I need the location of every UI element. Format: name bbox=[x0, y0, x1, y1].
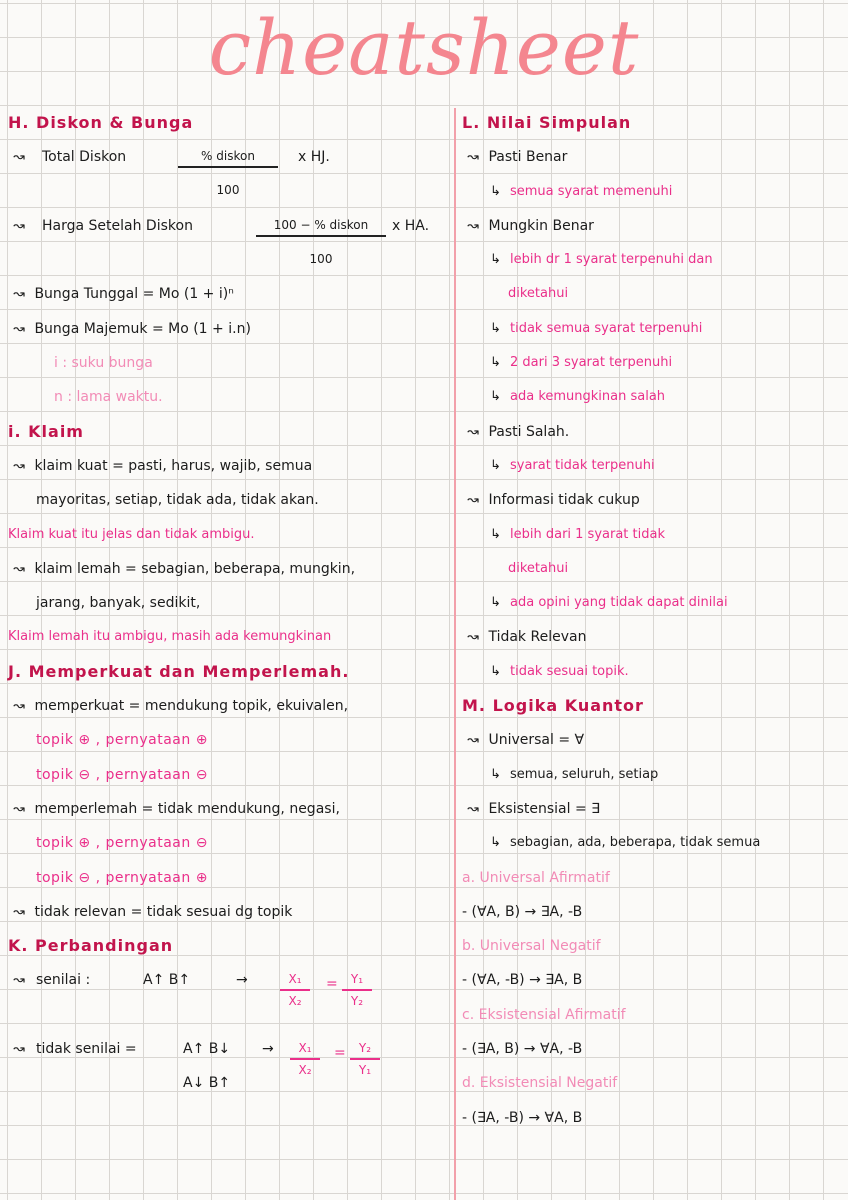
list-item: ↳ tidak semua syarat terpenuhi bbox=[462, 312, 846, 346]
numerator: 100 − % diskon bbox=[273, 217, 369, 232]
numerator: X₁ bbox=[298, 1041, 312, 1056]
section-h-title: H. Diskon & Bunga bbox=[8, 113, 194, 132]
klaim-kuat-cont: mayoritas, setiap, tidak ada, tidak akan. bbox=[36, 492, 319, 509]
sub-arrow-icon: ↳ bbox=[490, 766, 501, 782]
fraction bbox=[342, 971, 372, 1009]
bunga-majemuk: Bunga Majemuk = Mo (1 + i.n) bbox=[34, 320, 251, 337]
senilai-arrows: A↑ B↑ bbox=[143, 972, 191, 989]
fraction bbox=[178, 148, 278, 198]
memperkuat-case-1: topik ⊕ , pernyataan ⊕ bbox=[36, 732, 208, 749]
sub-arrow-icon: ↳ bbox=[490, 355, 501, 371]
bullet-icon: ↝ bbox=[467, 149, 479, 166]
bullet-icon: ↝ bbox=[13, 800, 25, 817]
list-item bbox=[462, 415, 846, 449]
note-i: i : suku bunga bbox=[54, 355, 153, 372]
list-item bbox=[8, 689, 450, 723]
sub-arrow-icon: ↳ bbox=[490, 183, 501, 199]
fraction-bar bbox=[350, 1058, 380, 1060]
subheading-c: c. Eksistensial Afirmatif bbox=[462, 1006, 626, 1023]
list-item: ↳ lebih dr 1 syarat terpenuhi dan bbox=[462, 243, 846, 277]
implies-arrow: → bbox=[262, 1041, 274, 1058]
list-item: ↳ syarat tidak terpenuhi bbox=[462, 449, 846, 483]
senilai-formula bbox=[8, 963, 450, 1032]
bullet-icon: ↝ bbox=[13, 149, 25, 166]
tidak-relevan: Tidak Relevan bbox=[488, 629, 587, 646]
memperkuat-case-2: topik ⊖ , pernyataan ⊖ bbox=[36, 766, 208, 783]
bullet-icon: ↝ bbox=[13, 457, 25, 474]
list-item: ↳ ada opini yang tidak dapat dinilai bbox=[462, 586, 846, 620]
list-item bbox=[8, 312, 450, 346]
right-column bbox=[462, 106, 846, 1135]
column-divider bbox=[454, 108, 456, 1200]
denominator: Y₁ bbox=[358, 1063, 372, 1078]
list-item bbox=[462, 723, 846, 757]
fraction bbox=[290, 1040, 320, 1078]
list-item: ↳ lebih dari 1 syarat tidak bbox=[462, 518, 846, 552]
list-item: ↳ ada kemungkinan salah bbox=[462, 380, 846, 414]
fraction-bar bbox=[280, 989, 310, 991]
list-item: ↳ sebagian, ada, beberapa, tidak semua bbox=[462, 826, 846, 860]
section-m-title: M. Logika Kuantor bbox=[462, 696, 644, 716]
numerator: % diskon bbox=[201, 149, 255, 164]
section-k-title: K. Perbandingan bbox=[8, 936, 174, 956]
klaim-kuat-note: Klaim kuat itu jelas dan tidak ambigu. bbox=[8, 526, 255, 542]
bullet-icon: ↝ bbox=[467, 217, 479, 234]
list-item bbox=[462, 620, 846, 654]
tidak-senilai-arrows: A↑ B↓ bbox=[183, 1041, 231, 1058]
mungkin-benar: Mungkin Benar bbox=[488, 217, 594, 234]
klaim-lemah-cont: jarang, banyak, sedikit, bbox=[36, 595, 201, 612]
denominator: 100 bbox=[309, 251, 333, 266]
list-item bbox=[462, 140, 846, 174]
bullet-icon: ↝ bbox=[467, 423, 479, 440]
fraction bbox=[350, 1040, 380, 1078]
bullet-icon: ↝ bbox=[467, 492, 479, 509]
pasti-salah: Pasti Salah. bbox=[488, 423, 570, 440]
negation-a: - (∀A, B) → ∃A, -B bbox=[462, 903, 583, 920]
denominator: 100 bbox=[216, 183, 240, 198]
sub-arrow-icon: ↳ bbox=[490, 389, 501, 405]
page-title: cheatsheet bbox=[208, 3, 640, 92]
numerator: X₁ bbox=[288, 972, 302, 987]
memperlemah-case-2: topik ⊖ , pernyataan ⊕ bbox=[36, 869, 208, 886]
memperkuat: memperkuat = mendukung topik, ekuivalen, bbox=[34, 698, 349, 715]
list-item bbox=[8, 449, 450, 483]
equals-sign: = bbox=[334, 1045, 346, 1062]
total-diskon-formula bbox=[8, 140, 450, 209]
sub-arrow-icon: ↳ bbox=[490, 320, 501, 336]
tidak-relevan: tidak relevan = tidak sesuai dg topik bbox=[34, 903, 293, 920]
equals-sign: = bbox=[326, 976, 338, 993]
tidak-senilai-arrows-b: A↓ B↑ bbox=[183, 1075, 231, 1092]
negation-b: - (∀A, -B) → ∃A, B bbox=[462, 972, 583, 989]
sub-arrow-icon: ↳ bbox=[490, 663, 501, 679]
memperlemah: memperlemah = tidak mendukung, negasi, bbox=[34, 800, 340, 817]
bullet-icon: ↝ bbox=[467, 629, 479, 646]
informasi-tidak-cukup: Informasi tidak cukup bbox=[488, 492, 640, 509]
list-item-cont: diketahui bbox=[508, 560, 569, 576]
bullet-icon: ↝ bbox=[13, 286, 25, 303]
klaim-kuat: klaim kuat = pasti, harus, wajib, semua bbox=[34, 457, 313, 474]
left-column bbox=[8, 106, 450, 1101]
fraction bbox=[256, 217, 386, 267]
sub-arrow-icon: ↳ bbox=[490, 835, 501, 851]
list-item bbox=[462, 209, 846, 243]
subheading-a: a. Universal Afirmatif bbox=[462, 869, 610, 886]
formula-label: Total Diskon bbox=[42, 149, 127, 166]
list-item bbox=[462, 792, 846, 826]
senilai-label: senilai : bbox=[36, 972, 91, 989]
numerator: Y₁ bbox=[350, 972, 364, 987]
sub-arrow-icon: ↳ bbox=[490, 252, 501, 268]
list-item: ↳ semua, seluruh, setiap bbox=[462, 758, 846, 792]
formula-label: Harga Setelah Diskon bbox=[42, 217, 193, 234]
list-item bbox=[462, 483, 846, 517]
tidak-senilai-label: tidak senilai = bbox=[36, 1041, 137, 1058]
sub-arrow-icon: ↳ bbox=[490, 526, 501, 542]
list-item bbox=[8, 792, 450, 826]
memperlemah-case-1: topik ⊕ , pernyataan ⊖ bbox=[36, 835, 208, 852]
subheading-b: b. Universal Negatif bbox=[462, 938, 601, 955]
fraction-bar bbox=[342, 989, 372, 991]
list-item: ↳ semua syarat memenuhi bbox=[462, 175, 846, 209]
sub-arrow-icon: ↳ bbox=[490, 595, 501, 611]
fraction-bar bbox=[290, 1058, 320, 1060]
klaim-lemah: klaim lemah = sebagian, beberapa, mungkin, bbox=[34, 560, 356, 577]
section-i-title: i. Klaim bbox=[8, 421, 84, 441]
section-l-title: L. Nilai Simpulan bbox=[462, 113, 632, 132]
list-item: ↳ tidak sesuai topik. bbox=[462, 655, 846, 689]
bullet-icon: ↝ bbox=[13, 972, 25, 989]
bullet-icon: ↝ bbox=[13, 217, 25, 234]
universal: Universal = ∀ bbox=[488, 732, 585, 749]
list-item bbox=[8, 895, 450, 929]
list-item bbox=[8, 552, 450, 586]
bullet-icon: ↝ bbox=[13, 698, 25, 715]
fraction bbox=[280, 971, 310, 1009]
implies-arrow: → bbox=[236, 972, 248, 989]
bullet-icon: ↝ bbox=[13, 560, 25, 577]
denominator: Y₂ bbox=[350, 994, 364, 1009]
denominator: X₂ bbox=[298, 1063, 312, 1078]
note-n: n : lama waktu. bbox=[54, 389, 163, 406]
eksistensial: Eksistensial = ∃ bbox=[488, 800, 600, 817]
harga-setelah-diskon-formula bbox=[8, 209, 450, 278]
bullet-icon: ↝ bbox=[467, 732, 479, 749]
sub-arrow-icon: ↳ bbox=[490, 457, 501, 473]
tidak-senilai-formula bbox=[8, 1032, 450, 1101]
bullet-icon: ↝ bbox=[13, 903, 25, 920]
section-j-title: J. Memperkuat dan Memperlemah. bbox=[8, 661, 350, 681]
list-item-cont: diketahui bbox=[508, 286, 569, 302]
negation-c: - (∃A, B) → ∀A, -B bbox=[462, 1041, 583, 1058]
denominator: X₂ bbox=[288, 994, 302, 1009]
subheading-d: d. Eksistensial Negatif bbox=[462, 1075, 618, 1092]
numerator: Y₂ bbox=[358, 1041, 372, 1056]
fraction-bar bbox=[256, 235, 386, 237]
list-item: ↳ 2 dari 3 syarat terpenuhi bbox=[462, 346, 846, 380]
bullet-icon: ↝ bbox=[13, 320, 25, 337]
bullet-icon: ↝ bbox=[467, 800, 479, 817]
formula-tail: x HJ. bbox=[298, 149, 330, 166]
formula-tail: x HA. bbox=[392, 217, 430, 234]
bunga-tunggal: Bunga Tunggal = Mo (1 + i)ⁿ bbox=[34, 286, 234, 303]
fraction-bar bbox=[178, 166, 278, 168]
list-item bbox=[8, 277, 450, 311]
bullet-icon: ↝ bbox=[13, 1041, 25, 1058]
negation-d: - (∃A, -B) → ∀A, B bbox=[462, 1109, 583, 1126]
klaim-lemah-note: Klaim lemah itu ambigu, masih ada kemungkinan bbox=[8, 629, 332, 645]
pasti-benar: Pasti Benar bbox=[488, 149, 568, 166]
